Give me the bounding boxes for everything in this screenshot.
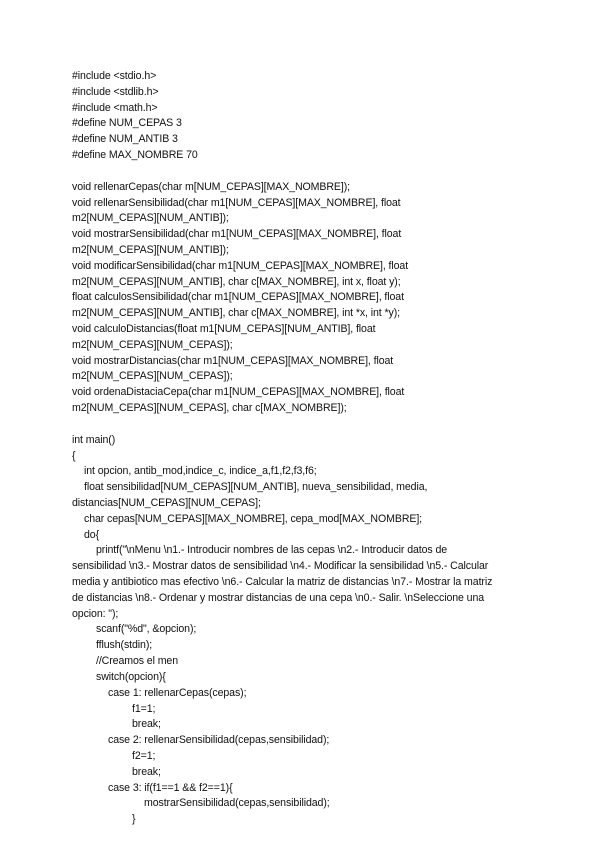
code-line: media y antibiotico mas efectivo \n6.- Calcular la matriz de distancias \n7.- Mostrar la matriz	[72, 576, 493, 588]
code-line: de distancias \n8.- Ordenar y mostrar distancias de una cepa \n0.- Salir. \nSeleccione una	[72, 591, 485, 604]
code-line: fflush(stdin);	[96, 639, 153, 652]
code-line: opcion: ");	[72, 607, 119, 620]
code-line: m2[NUM_CEPAS][NUM_ANTIB]);	[72, 212, 229, 225]
blank-line	[72, 164, 572, 180]
code-line: void ordenaDistaciaCepa(char m1[NUM_CEPAS][MAX_NOMBRE], float	[72, 386, 405, 399]
code-line: {	[72, 449, 76, 462]
code-line: mostrarSensibilidad(cepas,sensibilidad);	[144, 797, 330, 810]
code-line: m2[NUM_CEPAS][NUM_CEPAS]);	[72, 370, 233, 383]
code-line: float sensibilidad[NUM_CEPAS][NUM_ANTIB], nueva_sensibilidad, media,	[84, 481, 428, 494]
code-listing	[72, 69, 572, 828]
code-line: f1=1;	[132, 702, 156, 715]
code-line: #include <stdio.h>	[72, 70, 157, 82]
code-line: f2=1;	[132, 749, 156, 762]
code-line: void calculoDistancias(float m1[NUM_CEPAS][NUM_ANTIB], float	[72, 323, 376, 335]
code-line: switch(opcion){	[96, 670, 166, 683]
code-line: #include <math.h>	[72, 101, 158, 114]
code-line: case 3: if(f1==1 && f2==1){	[108, 781, 233, 794]
code-line: void mostrarDistancias(char m1[NUM_CEPAS][MAX_NOMBRE], float	[72, 354, 394, 367]
code-line: case 2: rellenarSensibilidad(cepas,sensibilidad);	[108, 734, 330, 747]
code-line: break;	[132, 765, 161, 778]
code-line: sensibilidad \n3.- Mostrar datos de sensibilidad \n4.- Modificar la sensibilidad \n5.- Calcular	[72, 560, 489, 573]
code-line: }	[132, 813, 136, 826]
code-line: void rellenarCepas(char m[NUM_CEPAS][MAX_NOMBRE]);	[72, 180, 350, 193]
code-line: char cepas[NUM_CEPAS][MAX_NOMBRE], cepa_mod[MAX_NOMBRE];	[84, 512, 423, 525]
code-line: scanf("%d", &opcion);	[96, 623, 197, 636]
code-line: void mostrarSensibilidad(char m1[NUM_CEPAS][MAX_NOMBRE], float	[72, 228, 402, 241]
code-line: #define NUM_CEPAS 3	[72, 117, 182, 130]
code-line: void rellenarSensibilidad(char m1[NUM_CEPAS][MAX_NOMBRE], float	[72, 196, 401, 209]
code-line: #include <stdlib.h>	[72, 85, 159, 98]
code-line: //Creamos el men	[96, 655, 179, 668]
code-line: void modificarSensibilidad(char m1[NUM_CEPAS][MAX_NOMBRE], float	[72, 259, 409, 272]
code-line: int opcion, antib_mod,indice_c, indice_a,f1,f2,f3,f6;	[84, 465, 317, 478]
code-line: #define MAX_NOMBRE 70	[72, 149, 198, 162]
code-line: case 1: rellenarCepas(cepas);	[108, 686, 247, 699]
code-line: int main()	[72, 433, 116, 446]
code-line: m2[NUM_CEPAS][NUM_ANTIB], char c[MAX_NOMBRE], int *x, int *y);	[72, 307, 400, 320]
code-line: do{	[84, 528, 100, 541]
code-line: distancias[NUM_CEPAS][NUM_CEPAS];	[72, 496, 261, 509]
code-line: m2[NUM_CEPAS][NUM_ANTIB], char c[MAX_NOMBRE], int x, float y);	[72, 275, 401, 288]
code-line: m2[NUM_CEPAS][NUM_ANTIB]);	[72, 243, 229, 256]
code-line: m2[NUM_CEPAS][NUM_CEPAS], char c[MAX_NOMBRE]);	[72, 402, 347, 415]
code-line: float calculosSensibilidad(char m1[NUM_CEPAS][MAX_NOMBRE], float	[72, 291, 404, 304]
code-line: #define NUM_ANTIB 3	[72, 133, 178, 146]
code-line: m2[NUM_CEPAS][NUM_CEPAS]);	[72, 338, 233, 351]
code-line: printf("\nMenu \n1.- Introducir nombres de las cepas \n2.- Introducir datos de	[96, 544, 448, 557]
code-line: break;	[132, 718, 161, 731]
blank-line	[72, 417, 572, 433]
